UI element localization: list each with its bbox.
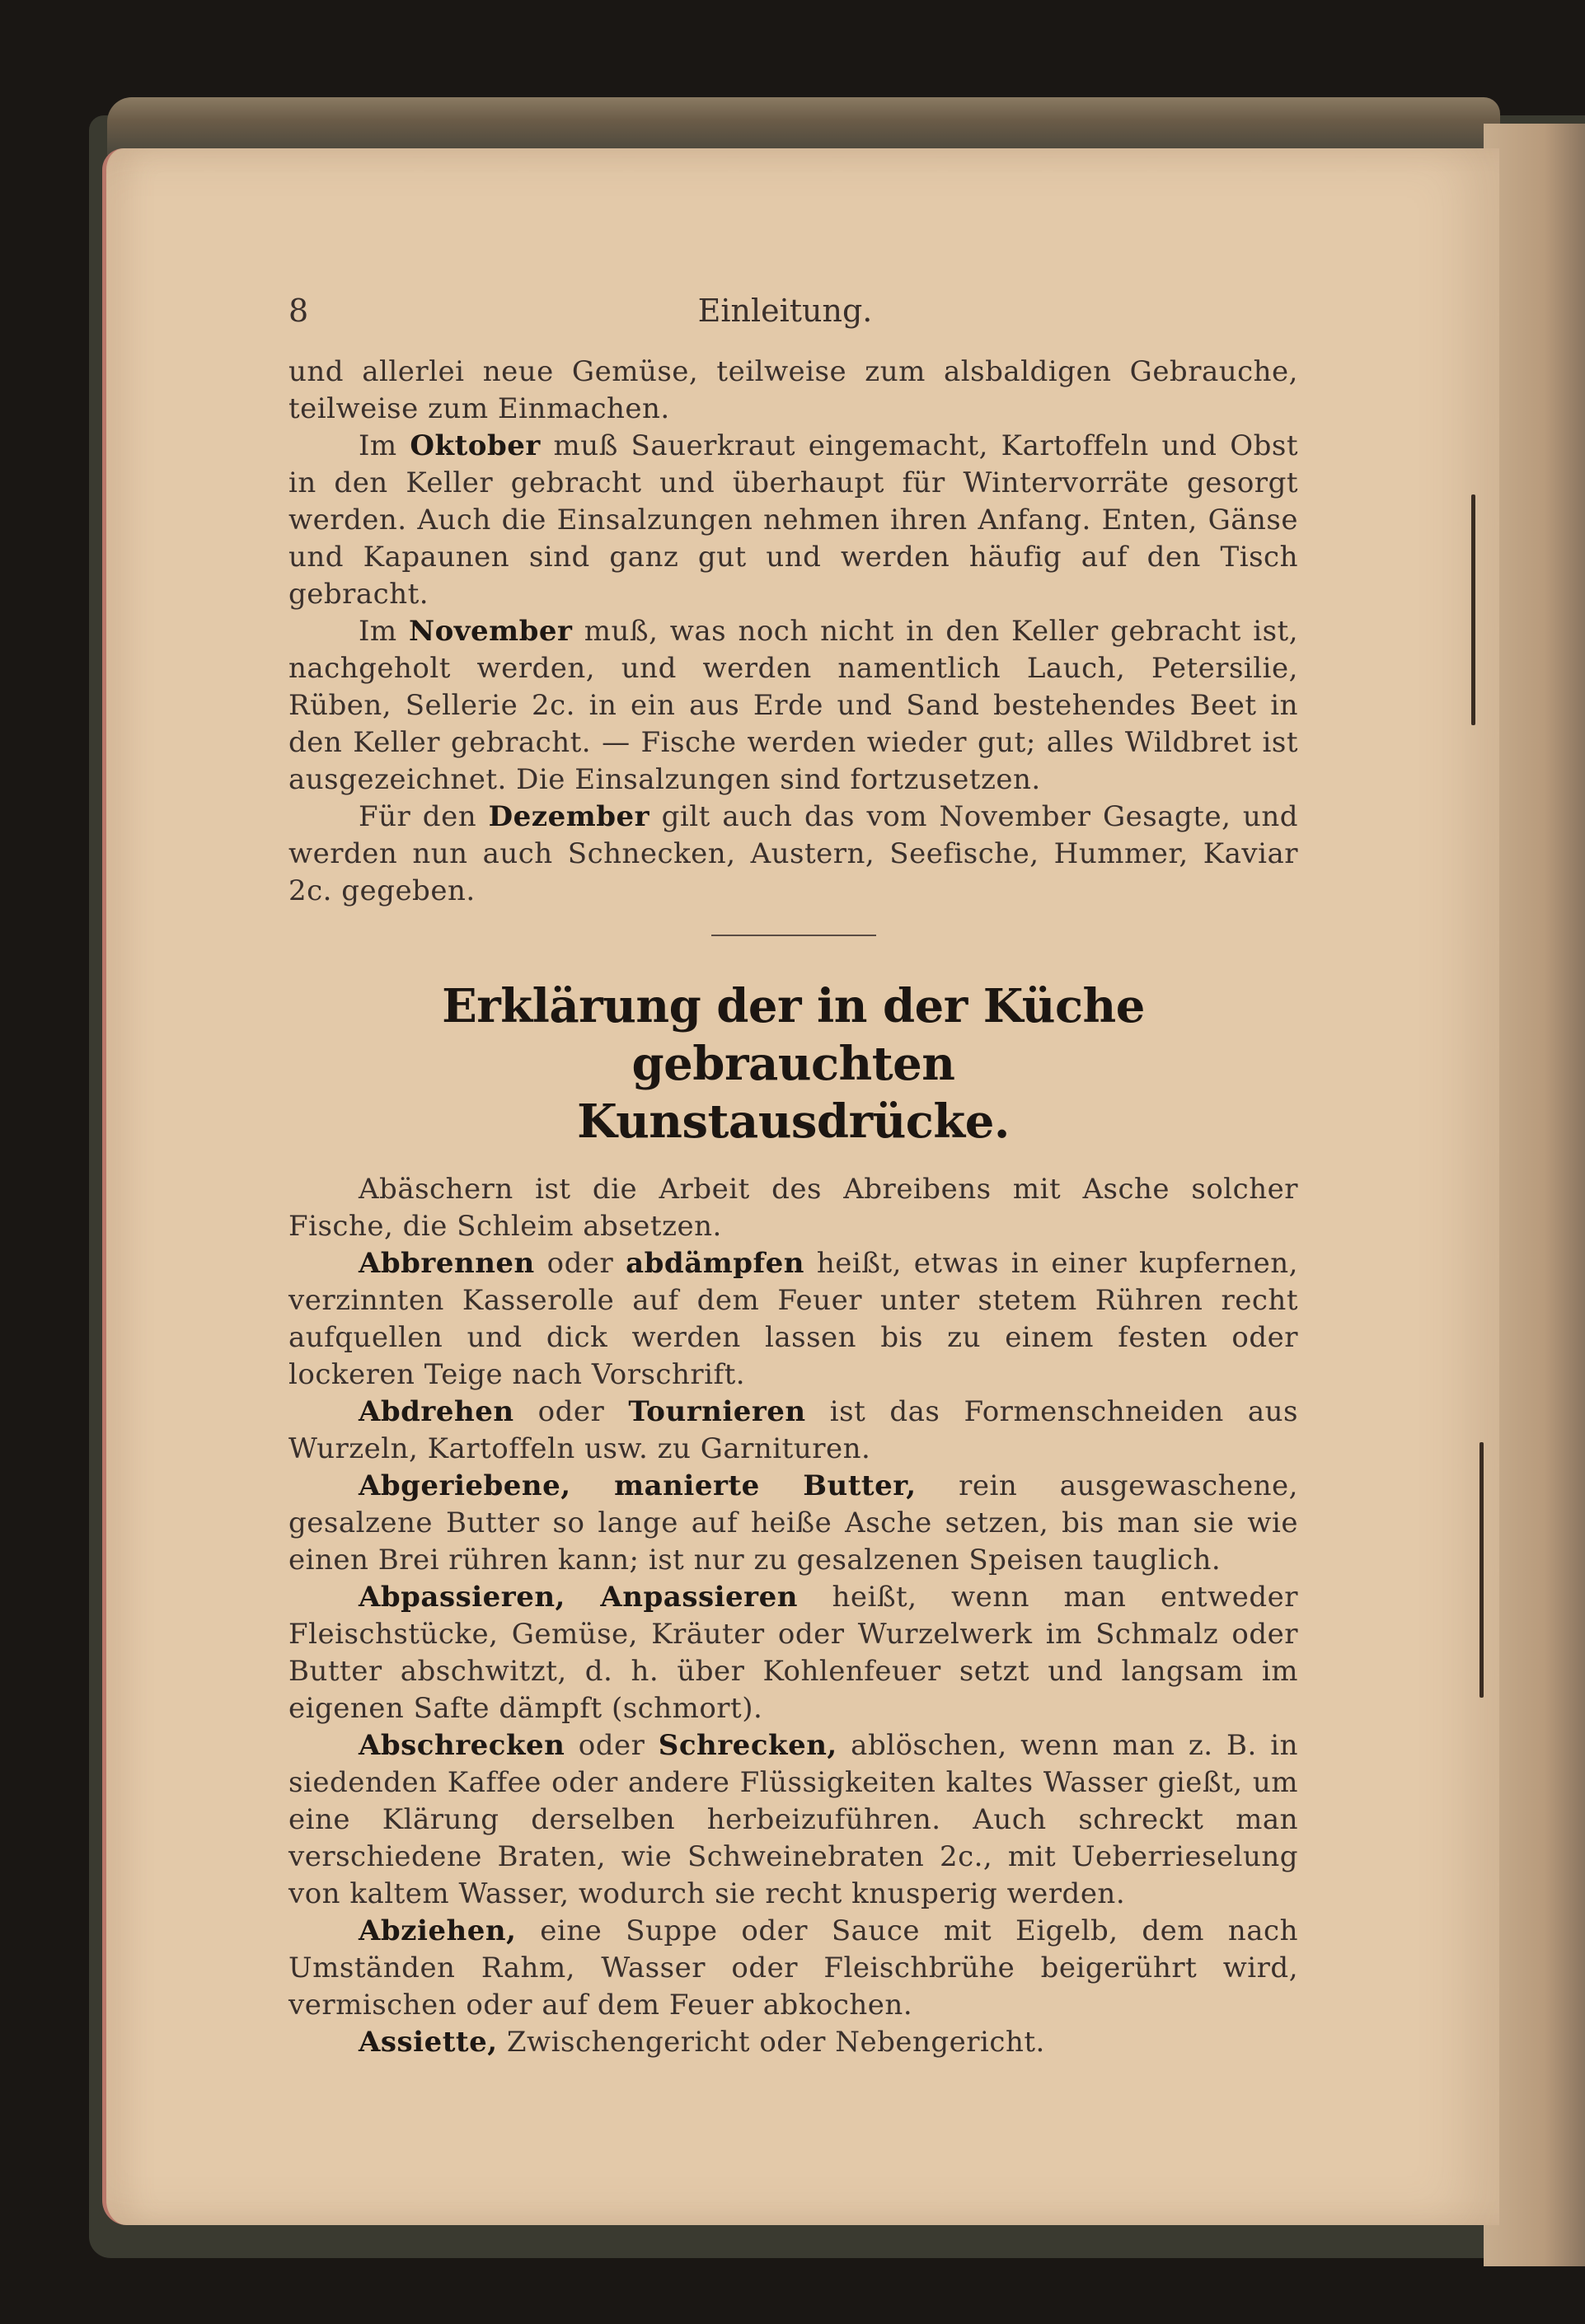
- section-divider: [711, 935, 876, 936]
- text-run: oder: [565, 1729, 659, 1762]
- binding-thread: [1479, 1442, 1484, 1698]
- section-title-line-2: Kunstausdrücke.: [577, 1094, 1010, 1149]
- term: Tournieren: [628, 1395, 806, 1428]
- running-title: Einleitung.: [697, 293, 873, 329]
- entry-abbrennen: [288, 1245, 1298, 1394]
- section-title: [288, 977, 1298, 1150]
- term: Abpassieren, Anpassieren: [359, 1581, 798, 1614]
- text-run: oder: [534, 1247, 626, 1280]
- text-run: gilt auch das vom November Gesagte, und werden nun auch Schnecken, Austern, Seefische, Hummer, Kaviar 2c. gegeben.: [288, 800, 1298, 907]
- text-run: Im: [359, 429, 410, 462]
- text-run: ablöschen, wenn man z. B. in siedenden Kaffee oder andere Flüssigkeiten kaltes Wasser gießt, um eine Klärung derselben herbeizuführen. Auch schreckt man verschiedene Braten, wie Schweinebraten 2c., mit Ueberrieselung von kaltem Wasser, wodurch sie recht knusperig werden.: [288, 1729, 1298, 1910]
- entry-abdrehen: [288, 1394, 1298, 1468]
- term: Assiette,: [359, 2026, 498, 2059]
- text-run: heißt, wenn man entweder Fleischstücke, Gemüse, Kräuter oder Wurzelwerk im Schmalz oder Butter abschwitzt, d. h. über Kohlenfeuer setzt und langsam im eigenen Safte dämpft (schmort).: [288, 1581, 1299, 1725]
- entry-abpassieren: [288, 1579, 1298, 1727]
- text-run: Im: [359, 615, 410, 648]
- month-dezember: Dezember: [488, 800, 650, 833]
- entry-abziehen: [288, 1913, 1298, 2024]
- text-run: Zwischengericht oder Nebengericht.: [497, 2026, 1045, 2059]
- paragraph-dezember: [288, 799, 1298, 910]
- entry-abgeriebene-butter: [288, 1468, 1298, 1579]
- term: Abbrennen: [359, 1247, 535, 1280]
- term: Abgeriebene, manierte Butter,: [359, 1469, 917, 1502]
- entry-abschrecken: [288, 1727, 1298, 1913]
- page-content: [288, 293, 1298, 2061]
- paragraph-november: [288, 613, 1298, 799]
- text-run: oder: [513, 1395, 629, 1428]
- term: Abschrecken: [359, 1729, 565, 1762]
- term: Abdrehen: [359, 1395, 514, 1428]
- paragraph-oktober: [288, 428, 1298, 613]
- running-header: [288, 293, 1298, 329]
- text-run: heißt, etwas in einer kupfernen, verzinnten Kasserolle auf dem Feuer unter stetem Rühren recht aufquellen und dick werden lassen bis zu einem festen oder lockeren Teige nach Vorschrift.: [288, 1247, 1298, 1391]
- text-run: muß, was noch nicht in den Keller gebracht ist, nachgeholt werden, und werden namentlich Lauch, Petersilie, Rüben, Sellerie 2c. in ein aus Erde und Sand bestehendes Beet in den Keller gebracht. — Fische werden wieder gut; alles Wildbret ist ausgezeichnet. Die Einsalzungen sind fortzusetzen.: [288, 615, 1299, 796]
- text-run: Für den: [359, 800, 489, 833]
- binding-thread: [1471, 494, 1475, 725]
- month-oktober: Oktober: [410, 429, 541, 462]
- term: Schrecken,: [658, 1729, 837, 1762]
- section-title-line-1: Erklärung der in der Küche gebrauchten: [442, 979, 1145, 1091]
- text-run: rein ausgewaschene, gesalzene Butter so lange auf heiße Asche setzen, bis man sie wie einen Brei rühren kann; ist nur zu gesalzenen Speisen tauglich.: [288, 1469, 1298, 1577]
- term: abdämpfen: [626, 1247, 804, 1280]
- entry-assiette: [288, 2024, 1298, 2061]
- term: Abziehen,: [359, 1914, 517, 1947]
- text-run: ist das Formenschneiden aus Wurzeln, Kartoffeln usw. zu Garnituren.: [288, 1395, 1298, 1465]
- entry-abaeschern: Abäschern ist die Arbeit des Abreibens mit Asche solcher Fische, die Schleim absetzen.: [288, 1173, 1298, 1243]
- month-november: November: [409, 615, 573, 648]
- text-run: muß Sauerkraut eingemacht, Kartoffeln und Obst in den Keller gebracht und überhaupt für Wintervorräte gesorgt werden. Auch die Einsalzungen nehmen ihren Anfang. Enten, Gänse und Kapaunen sind ganz gut und werden häufig auf den Tisch gebracht.: [288, 429, 1299, 611]
- paragraph: und allerlei neue Gemüse, teilweise zum alsbaldigen Gebrauche, teilweise zum Einmachen.: [288, 355, 1298, 425]
- book-cover-top-edge: [107, 97, 1500, 155]
- text-run: eine Suppe oder Sauce mit Eigelb, dem nach Umständen Rahm, Wasser oder Fleischbrühe beigerührt wird, vermischen oder auf dem Feuer abkochen.: [288, 1914, 1298, 2022]
- page-number: 8: [288, 293, 309, 329]
